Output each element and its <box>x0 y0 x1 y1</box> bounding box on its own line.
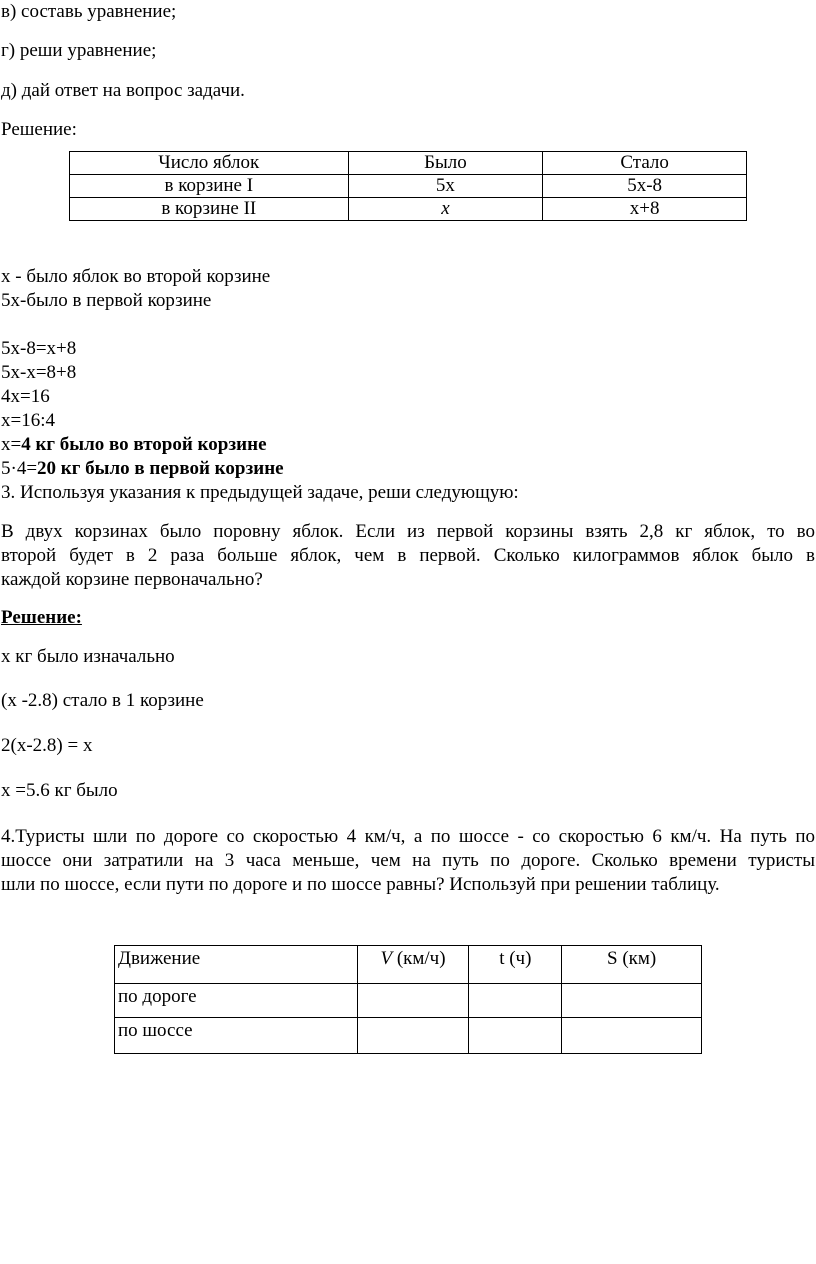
table-header-row <box>115 946 702 984</box>
task3-line: каждой корзине первоначально? <box>1 569 263 590</box>
table-header-cell: Было <box>348 152 543 175</box>
step-d: д) дай ответ на вопрос задачи. <box>1 80 245 101</box>
table-header-row <box>70 152 747 175</box>
table-cell <box>562 1018 702 1054</box>
desc-line: х - было яблок во второй корзине <box>1 266 271 287</box>
solution-line: (х -2.8) стало в 1 корзине <box>1 690 204 711</box>
table-cell: в корзине I <box>70 175 349 198</box>
table-cell <box>357 984 469 1018</box>
task3-line: второй будет в 2 раза больше яблок, чем в первой. Сколько килограммов яблок было в <box>1 545 815 566</box>
table-header-cell: Движение <box>115 946 358 984</box>
table-cell: по шоссе <box>115 1018 358 1054</box>
velocity-unit: (км/ч) <box>392 948 446 969</box>
table-cell <box>562 984 702 1018</box>
answer-line <box>1 433 267 457</box>
solution-label: Решение: <box>1 119 77 140</box>
step-v: в) составь уравнение; <box>1 1 177 22</box>
answer-prefix: х= <box>1 434 22 455</box>
table-header-cell: S (км) <box>562 946 702 984</box>
table-cell: х <box>348 198 543 221</box>
equation-line: х=16:4 <box>1 410 55 431</box>
table-row <box>115 1018 702 1054</box>
equation-line: 5х-х=8+8 <box>1 362 77 383</box>
equation-line: 5х-8=х+8 <box>1 338 77 359</box>
table-row <box>70 175 747 198</box>
answer-bold: 20 кг было в первой корзине <box>37 458 284 479</box>
table-cell: в корзине II <box>70 198 349 221</box>
motion-table <box>114 945 702 1054</box>
table-cell <box>469 1018 562 1054</box>
solution-line: 2(х-2.8) = х <box>1 735 93 756</box>
task3-line: В двух корзинах было поровну яблок. Если из первой корзины взять 2,8 кг яблок, то во <box>1 521 815 542</box>
table-header-cell: Число яблок <box>70 152 349 175</box>
solution-line: х =5.6 кг было <box>1 780 118 801</box>
table-row <box>70 198 747 221</box>
table-header-cell: Стало <box>543 152 747 175</box>
task4-line: 4.Туристы шли по дороге со скоростью 4 км/ч, а по шоссе - со скоростью 6 км/ч. На путь по <box>1 826 815 847</box>
answer-line <box>1 457 284 481</box>
table-cell <box>469 984 562 1018</box>
task4-line: шоссе они затратили на 3 часа меньше, чем на путь по дороге. Сколько времени туристы <box>1 850 815 871</box>
answer-prefix: 5·4= <box>1 458 38 479</box>
step-g: г) реши уравнение; <box>1 40 157 61</box>
equation-line: 4х=16 <box>1 386 50 407</box>
velocity-symbol: V <box>380 948 393 969</box>
table-cell <box>357 1018 469 1054</box>
table-header-cell <box>357 946 469 984</box>
table-cell: 5х <box>348 175 543 198</box>
table-cell: 5х-8 <box>543 175 747 198</box>
task4-line: шли по шоссе, если пути по дороге и по шоссе равны? Используй при решении таблицу. <box>1 874 720 895</box>
task3-intro: 3. Используя указания к предыдущей задаче, реши следующую: <box>1 482 519 503</box>
table-row <box>115 984 702 1018</box>
answer-bold: 4 кг было во второй корзине <box>21 434 267 455</box>
apples-table <box>69 151 747 221</box>
table-header-cell: t (ч) <box>469 946 562 984</box>
desc-line: 5х-было в первой корзине <box>1 290 212 311</box>
solution-line: х кг было изначально <box>1 646 175 667</box>
table-cell: х+8 <box>543 198 747 221</box>
solution-label: Решение: <box>1 607 82 628</box>
table-cell: по дороге <box>115 984 358 1018</box>
